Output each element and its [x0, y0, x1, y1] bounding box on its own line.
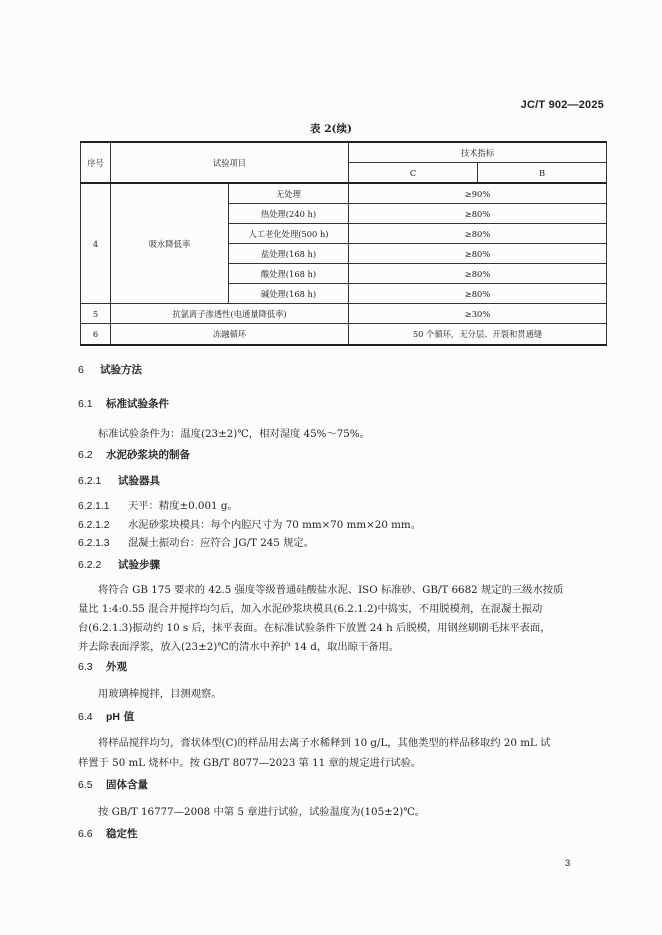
section-title: 值	[123, 711, 135, 723]
section-6-5-heading	[78, 777, 148, 792]
section-6-4-line: 将样品搅拌均匀，膏状体型(C)的样品用去离子水稀释到 10 g/L，其他类型的样品移取约 20 mL 试	[98, 737, 551, 749]
row4-seq: 4	[81, 183, 111, 304]
section-title-en: pH	[106, 711, 120, 723]
row6-value: 50 个循环，无分层、开裂和贯通缝	[349, 324, 607, 346]
row4-sub-value: ≥80%	[349, 284, 607, 304]
table-row	[81, 304, 607, 324]
table-title: 表 2(续)	[310, 123, 352, 135]
section-number: 6.3	[78, 661, 93, 673]
header-c: C	[349, 163, 478, 184]
section-6-3-heading	[78, 659, 127, 674]
section-number: 6.2.2	[78, 559, 102, 571]
row6-item: 冻融循环	[111, 324, 349, 346]
section-6-2-2-line: 并去除表面浮浆，放入(23±2)℃的清水中养护 14 d，取出晾干备用。	[78, 641, 400, 653]
row4-sub-name: 热处理(240 h)	[229, 204, 349, 224]
section-6-2-1-2	[78, 516, 421, 531]
section-6-2-2-heading	[78, 557, 160, 572]
row4-sub-value: ≥80%	[349, 224, 607, 244]
row5-value: ≥30%	[349, 304, 607, 324]
section-6-5-text: 按 GB/T 16777—2008 中第 5 章进行试验，试验温度为(105±2)℃。	[98, 806, 426, 818]
item-text: 天平：精度±0.001 g。	[128, 500, 238, 512]
section-number: 6	[78, 364, 84, 376]
header-seq: 序号	[81, 142, 111, 183]
section-number: 6.2.1.3	[78, 538, 110, 549]
section-number: 6.2	[78, 449, 93, 461]
table-row	[81, 324, 607, 346]
row5-seq: 5	[81, 304, 111, 324]
section-title: 标准试验条件	[106, 398, 169, 410]
section-6-2-2-line: 将符合 GB 175 要求的 42.5 强度等级普通硅酸盐水泥、ISO 标准砂、GB/T 6682 规定的三级水按质	[98, 584, 564, 596]
section-number: 6.2.1.2	[78, 520, 110, 531]
section-title: 固体含量	[106, 779, 148, 791]
section-number: 6.2.1	[78, 475, 102, 487]
section-title: 试验步骤	[118, 559, 160, 571]
standard-code: JC/T 902—2025	[520, 99, 604, 111]
section-title: 水泥砂浆块的制备	[106, 449, 190, 461]
section-number: 6.6	[78, 828, 93, 840]
row4-sub-value: ≥80%	[349, 264, 607, 284]
row4-item: 吸水降低率	[111, 183, 229, 304]
table-header-row	[81, 142, 607, 163]
row4-sub-name: 酸处理(168 h)	[229, 264, 349, 284]
page-number: 3	[565, 858, 571, 869]
header-b: B	[478, 163, 607, 184]
section-6-2-1-3	[78, 534, 314, 549]
header-item: 试验项目	[111, 142, 349, 183]
section-6-2-2-line: 台(6.2.1.3)振动约 10 s 后，抹平表面。在标准试验条件下放置 24 h 后脱模，用钢丝刷刷毛抹平表面，	[78, 622, 551, 634]
item-text: 水泥砂浆块模具：每个内腔尺寸为 70 mm×70 mm×20 mm。	[128, 519, 421, 531]
section-number: 6.4	[78, 711, 93, 723]
section-6-4-line: 样置于 50 mL 烧杯中。按 GB/T 8077—2023 第 11 章的规定进行试验。	[78, 757, 422, 769]
row5-item: 抗氯离子渗透性(电通量降低率)	[111, 304, 349, 324]
row4-sub-value: ≥90%	[349, 183, 607, 204]
row6-seq: 6	[81, 324, 111, 346]
section-6-heading	[78, 362, 142, 377]
section-number: 6.2.1.1	[78, 501, 110, 512]
table-row	[81, 183, 607, 204]
row4-sub-name: 盐处理(168 h)	[229, 244, 349, 264]
section-title: 试验方法	[100, 364, 142, 376]
section-number: 6.5	[78, 779, 93, 791]
section-6-1-text: 标准试验条件为：温度(23±2)℃，相对湿度 45%～75%。	[98, 428, 370, 440]
section-6-6-heading	[78, 826, 138, 841]
section-6-2-heading	[78, 447, 190, 462]
section-title: 外观	[106, 661, 127, 673]
item-text: 混凝土振动台：应符合 JG/T 245 规定。	[128, 537, 315, 549]
section-title: 试验器具	[118, 475, 160, 487]
header-spec: 技术指标	[349, 142, 607, 163]
row4-sub-name: 碱处理(168 h)	[229, 284, 349, 304]
section-6-2-1-heading	[78, 473, 160, 488]
row4-sub-name: 无处理	[229, 183, 349, 204]
section-title: 稳定性	[106, 828, 138, 840]
section-6-3-text: 用玻璃棒搅拌，目测观察。	[98, 688, 222, 700]
section-6-2-2-line: 量比 1:4:0.55 混合并搅拌均匀后，加入水泥砂浆块模具(6.2.1.2)中捣实，不用脱模剂，在混凝土振动	[78, 603, 543, 615]
spec-table	[80, 141, 607, 346]
section-6-1-heading	[78, 396, 169, 411]
section-number: 6.1	[78, 398, 93, 410]
section-6-2-1-1	[78, 497, 238, 512]
section-6-4-heading	[78, 709, 134, 724]
row4-sub-value: ≥80%	[349, 244, 607, 264]
row4-sub-name: 人工老化处理(500 h)	[229, 224, 349, 244]
row4-sub-value: ≥80%	[349, 204, 607, 224]
